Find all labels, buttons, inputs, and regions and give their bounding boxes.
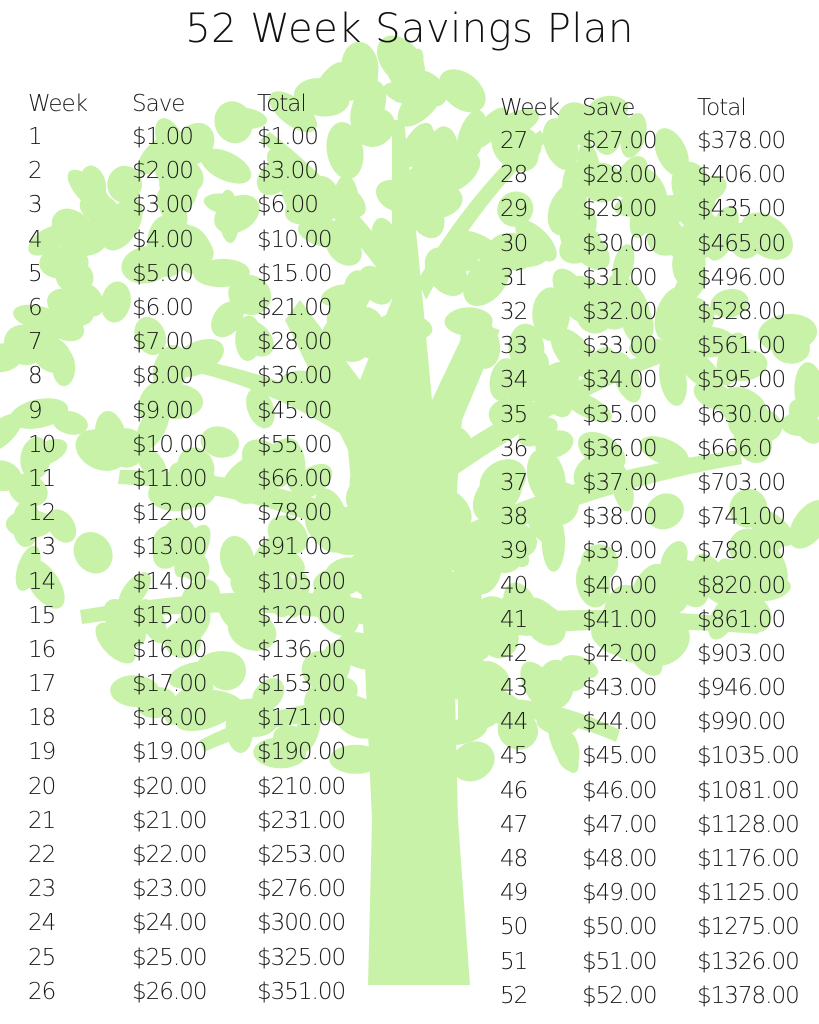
week-cell: 16 <box>28 636 56 663</box>
week-cell: 52 <box>500 982 528 1009</box>
total-cell: $595.00 <box>697 367 786 394</box>
table-row <box>500 432 815 466</box>
save-cell: $32.00 <box>582 299 657 326</box>
table-row <box>28 701 377 735</box>
table-header <box>500 92 815 124</box>
total-cell: $91.00 <box>257 534 332 561</box>
total-cell: $630.00 <box>697 401 786 428</box>
week-cell: 43 <box>500 675 528 702</box>
total-cell: $1176.00 <box>697 846 799 873</box>
total-cell: $45.00 <box>257 397 332 424</box>
total-cell: $780.00 <box>697 538 786 565</box>
table-row <box>28 291 377 325</box>
total-cell: $990.00 <box>697 709 786 736</box>
table-row <box>28 394 377 428</box>
table-row <box>28 496 377 530</box>
save-cell: $16.00 <box>132 636 207 663</box>
total-cell: $36.00 <box>257 363 332 390</box>
week-cell: 37 <box>500 469 528 496</box>
table-row <box>28 428 377 462</box>
save-cell: $10.00 <box>132 431 207 458</box>
save-cell: $35.00 <box>582 401 657 428</box>
save-cell: $23.00 <box>132 876 207 903</box>
save-cell: $2.00 <box>132 158 193 185</box>
week-cell: 10 <box>28 431 56 458</box>
save-cell: $3.00 <box>132 192 193 219</box>
save-cell: $48.00 <box>582 846 657 873</box>
total-cell: $190.00 <box>257 739 346 766</box>
savings-table-right <box>500 92 815 1013</box>
week-cell: 51 <box>500 948 528 975</box>
week-cell: 49 <box>500 880 528 907</box>
week-cell: 20 <box>28 773 56 800</box>
total-cell: $561.00 <box>697 333 786 360</box>
total-cell: $1378.00 <box>697 982 799 1009</box>
table-row <box>28 530 377 564</box>
table-row <box>28 257 377 291</box>
header-week: Week <box>500 95 560 121</box>
week-cell: 45 <box>500 743 528 770</box>
save-cell: $43.00 <box>582 675 657 702</box>
save-cell: $28.00 <box>582 162 657 189</box>
week-cell: 18 <box>28 705 56 732</box>
table-row <box>28 770 377 804</box>
table-row <box>28 838 377 872</box>
total-cell: $6.00 <box>257 192 318 219</box>
save-cell: $7.00 <box>132 329 193 356</box>
save-cell: $13.00 <box>132 534 207 561</box>
table-row <box>28 975 377 1009</box>
table-row <box>500 910 815 944</box>
save-cell: $26.00 <box>132 978 207 1005</box>
save-cell: $21.00 <box>132 807 207 834</box>
save-cell: $31.00 <box>582 264 657 291</box>
total-cell: $1.00 <box>257 124 318 151</box>
table-row <box>28 804 377 838</box>
week-cell: 12 <box>28 500 56 527</box>
total-cell: $741.00 <box>697 504 786 531</box>
table-row <box>500 876 815 910</box>
table-row <box>500 227 815 261</box>
week-cell: 1 <box>28 124 42 151</box>
table-row <box>500 842 815 876</box>
save-cell: $29.00 <box>582 196 657 223</box>
save-cell: $42.00 <box>582 640 657 667</box>
week-cell: 32 <box>500 299 528 326</box>
save-cell: $39.00 <box>582 538 657 565</box>
table-row <box>500 808 815 842</box>
table-row <box>500 739 815 773</box>
save-cell: $44.00 <box>582 709 657 736</box>
table-row <box>28 223 377 257</box>
header-total: Total <box>697 95 746 121</box>
total-cell: $78.00 <box>257 500 332 527</box>
save-cell: $4.00 <box>132 226 193 253</box>
save-cell: $52.00 <box>582 982 657 1009</box>
week-cell: 36 <box>500 435 528 462</box>
table-row <box>28 667 377 701</box>
save-cell: $8.00 <box>132 363 193 390</box>
week-cell: 30 <box>500 230 528 257</box>
save-cell: $50.00 <box>582 914 657 941</box>
table-row <box>28 359 377 393</box>
table-row <box>28 872 377 906</box>
table-row <box>500 124 815 158</box>
save-cell: $36.00 <box>582 435 657 462</box>
save-cell: $30.00 <box>582 230 657 257</box>
header-save: Save <box>582 95 635 121</box>
total-cell: $136.00 <box>257 636 346 663</box>
table-row <box>500 637 815 671</box>
table-row <box>500 705 815 739</box>
total-cell: $66.00 <box>257 465 332 492</box>
table-row <box>500 945 815 979</box>
save-cell: $9.00 <box>132 397 193 424</box>
total-cell: $1081.00 <box>697 777 799 804</box>
week-cell: 24 <box>28 910 56 937</box>
save-cell: $41.00 <box>582 606 657 633</box>
total-cell: $1035.00 <box>697 743 799 770</box>
week-cell: 19 <box>28 739 56 766</box>
total-cell: $496.00 <box>697 264 786 291</box>
week-cell: 5 <box>28 260 42 287</box>
total-cell: $820.00 <box>697 572 786 599</box>
header-total: Total <box>257 91 306 117</box>
week-cell: 50 <box>500 914 528 941</box>
table-row <box>500 261 815 295</box>
save-cell: $22.00 <box>132 842 207 869</box>
total-cell: $903.00 <box>697 640 786 667</box>
save-cell: $11.00 <box>132 465 207 492</box>
total-cell: $3.00 <box>257 158 318 185</box>
total-cell: $120.00 <box>257 602 346 629</box>
total-cell: $406.00 <box>697 162 786 189</box>
total-cell: $55.00 <box>257 431 332 458</box>
total-cell: $171.00 <box>257 705 346 732</box>
save-cell: $18.00 <box>132 705 207 732</box>
week-cell: 39 <box>500 538 528 565</box>
total-cell: $231.00 <box>257 807 346 834</box>
table-row <box>500 603 815 637</box>
table-header <box>28 88 377 120</box>
total-cell: $946.00 <box>697 675 786 702</box>
week-cell: 22 <box>28 842 56 869</box>
table-row <box>500 398 815 432</box>
table-row <box>28 941 377 975</box>
save-cell: $20.00 <box>132 773 207 800</box>
week-cell: 27 <box>500 128 528 155</box>
total-cell: $10.00 <box>257 226 332 253</box>
save-cell: $15.00 <box>132 602 207 629</box>
week-cell: 41 <box>500 606 528 633</box>
save-cell: $37.00 <box>582 469 657 496</box>
total-cell: $1125.00 <box>697 880 799 907</box>
table-row <box>28 599 377 633</box>
save-cell: $45.00 <box>582 743 657 770</box>
total-cell: $378.00 <box>697 128 786 155</box>
table-row <box>28 154 377 188</box>
total-cell: $1128.00 <box>697 811 799 838</box>
total-cell: $435.00 <box>697 196 786 223</box>
table-row <box>28 564 377 598</box>
table-row <box>28 188 377 222</box>
table-row <box>500 568 815 602</box>
table-row <box>500 671 815 705</box>
table-row <box>500 774 815 808</box>
week-cell: 6 <box>28 295 42 322</box>
week-cell: 2 <box>28 158 42 185</box>
table-row <box>500 192 815 226</box>
table-row <box>500 979 815 1013</box>
save-cell: $17.00 <box>132 671 207 698</box>
save-cell: $49.00 <box>582 880 657 907</box>
week-cell: 31 <box>500 264 528 291</box>
table-row <box>500 466 815 500</box>
table-row <box>28 735 377 769</box>
header-week: Week <box>28 91 88 117</box>
save-cell: $33.00 <box>582 333 657 360</box>
total-cell: $325.00 <box>257 944 346 971</box>
week-cell: 40 <box>500 572 528 599</box>
week-cell: 9 <box>28 397 42 424</box>
save-cell: $5.00 <box>132 260 193 287</box>
total-cell: $15.00 <box>257 260 332 287</box>
week-cell: 17 <box>28 671 56 698</box>
table-row <box>28 325 377 359</box>
week-cell: 44 <box>500 709 528 736</box>
week-cell: 34 <box>500 367 528 394</box>
save-cell: $6.00 <box>132 295 193 322</box>
total-cell: $666.0 <box>697 435 772 462</box>
save-cell: $1.00 <box>132 124 193 151</box>
week-cell: 3 <box>28 192 42 219</box>
week-cell: 25 <box>28 944 56 971</box>
table-row <box>500 534 815 568</box>
table-row <box>500 329 815 363</box>
total-cell: $300.00 <box>257 910 346 937</box>
week-cell: 23 <box>28 876 56 903</box>
save-cell: $38.00 <box>582 504 657 531</box>
week-cell: 46 <box>500 777 528 804</box>
table-row <box>500 363 815 397</box>
week-cell: 7 <box>28 329 42 356</box>
table-row <box>28 906 377 940</box>
total-cell: $703.00 <box>697 469 786 496</box>
total-cell: $153.00 <box>257 671 346 698</box>
week-cell: 15 <box>28 602 56 629</box>
page-title: 52 Week Savings Plan <box>185 6 634 52</box>
total-cell: $210.00 <box>257 773 346 800</box>
save-cell: $12.00 <box>132 500 207 527</box>
week-cell: 35 <box>500 401 528 428</box>
week-cell: 33 <box>500 333 528 360</box>
week-cell: 42 <box>500 640 528 667</box>
week-cell: 4 <box>28 226 42 253</box>
save-cell: $24.00 <box>132 910 207 937</box>
total-cell: $528.00 <box>697 299 786 326</box>
total-cell: $28.00 <box>257 329 332 356</box>
week-cell: 28 <box>500 162 528 189</box>
total-cell: $351.00 <box>257 978 346 1005</box>
total-cell: $105.00 <box>257 568 346 595</box>
table-row <box>500 295 815 329</box>
total-cell: $21.00 <box>257 295 332 322</box>
savings-table-left <box>28 88 377 1009</box>
save-cell: $34.00 <box>582 367 657 394</box>
total-cell: $861.00 <box>697 606 786 633</box>
save-cell: $14.00 <box>132 568 207 595</box>
save-cell: $25.00 <box>132 944 207 971</box>
week-cell: 14 <box>28 568 56 595</box>
week-cell: 13 <box>28 534 56 561</box>
week-cell: 26 <box>28 978 56 1005</box>
week-cell: 21 <box>28 807 56 834</box>
total-cell: $253.00 <box>257 842 346 869</box>
save-cell: $46.00 <box>582 777 657 804</box>
week-cell: 48 <box>500 846 528 873</box>
save-cell: $19.00 <box>132 739 207 766</box>
week-cell: 38 <box>500 504 528 531</box>
total-cell: $1326.00 <box>697 948 799 975</box>
save-cell: $51.00 <box>582 948 657 975</box>
week-cell: 29 <box>500 196 528 223</box>
save-cell: $47.00 <box>582 811 657 838</box>
table-row <box>500 158 815 192</box>
week-cell: 8 <box>28 363 42 390</box>
total-cell: $1275.00 <box>697 914 799 941</box>
table-row <box>500 500 815 534</box>
week-cell: 47 <box>500 811 528 838</box>
total-cell: $276.00 <box>257 876 346 903</box>
table-row <box>28 633 377 667</box>
save-cell: $27.00 <box>582 128 657 155</box>
week-cell: 11 <box>28 465 56 492</box>
table-row <box>28 120 377 154</box>
total-cell: $465.00 <box>697 230 786 257</box>
header-save: Save <box>132 91 185 117</box>
save-cell: $40.00 <box>582 572 657 599</box>
table-row <box>28 462 377 496</box>
